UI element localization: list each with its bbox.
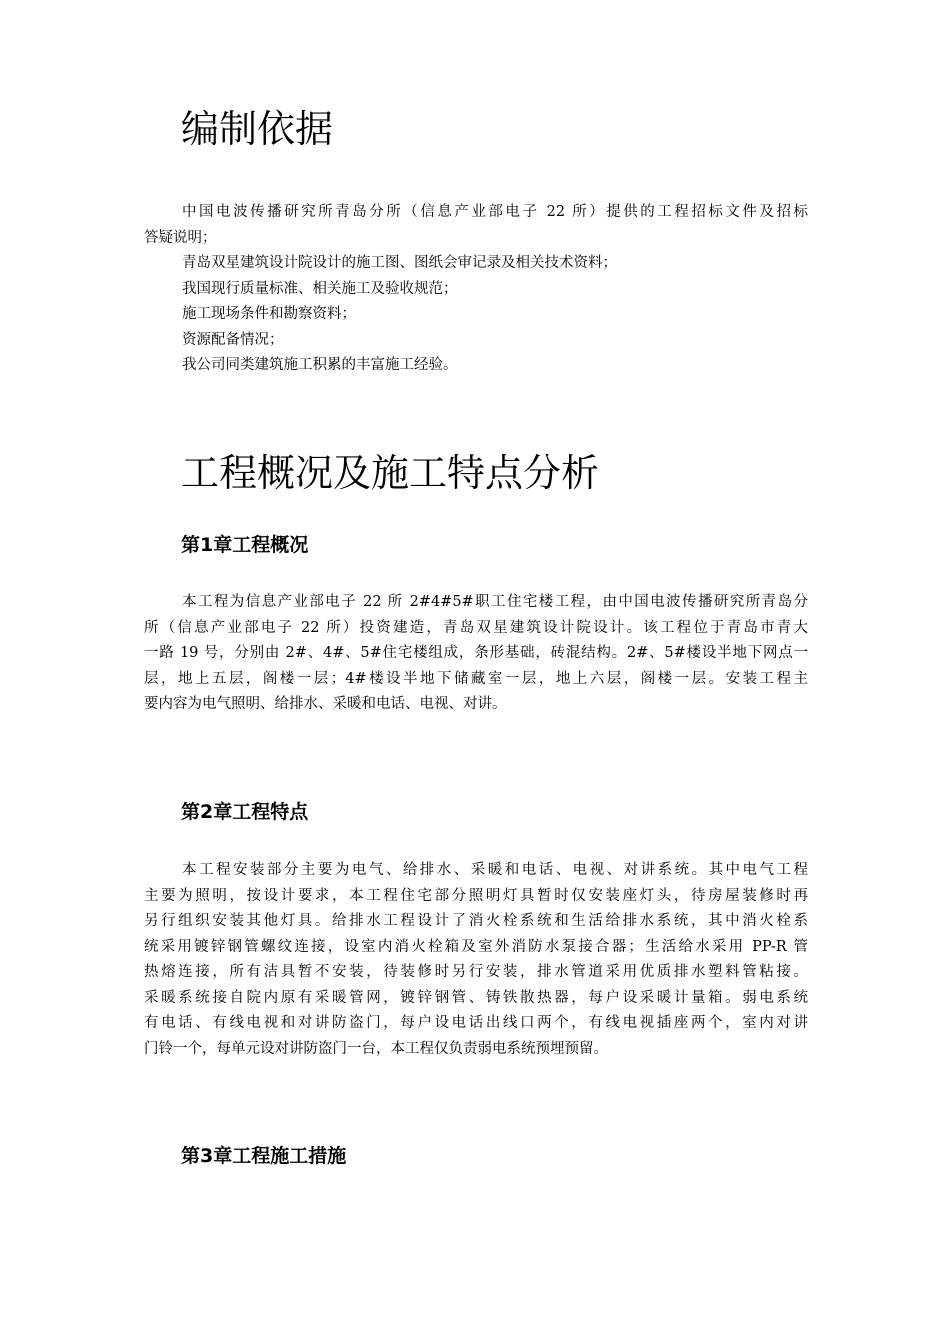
basis-item-1-line-2: 答疑说明； xyxy=(144,229,217,246)
basis-item-1-line-1: 中国电波传播研究所青岛分所（信息产业部电子 22 所）提供的工程招标文件及招标 xyxy=(182,204,808,220)
chapter1-line: 本工程为信息产业部电子 22 所 2#4#5#职工住宅楼工程，由中国电波传播研究所青岛分 xyxy=(182,594,808,610)
chapter2-line: 统采用镀锌钢管螺纹连接，设室内消火栓箱及室外消防水泵接合器；生活给水采用 PP-R 管 xyxy=(144,938,808,955)
heading-overview: 工程概况及施工特点分析 xyxy=(181,451,600,495)
chapter2-line: 热熔连接，所有洁具暂不安装，待装修时另行安装，排水管道采用优质排水塑料管粘接。 xyxy=(144,964,808,980)
chapter2-paragraph xyxy=(144,858,808,1062)
basis-item-6: 我公司同类建筑施工积累的丰富施工经验。 xyxy=(182,357,458,373)
basis-item-3: 我国现行质量标准、相关施工及验收规范； xyxy=(182,280,458,297)
chapter2-line: 本工程安装部分主要为电气、给排水、采暖和电话、电视、对讲系统。其中电气工程 xyxy=(182,862,808,878)
chapter3-title: 第3章工程施工措施 xyxy=(181,1145,347,1167)
chapter2-line: 主要为照明，按设计要求，本工程住宅部分照明灯具暂时仅安装座灯头，待房屋装修时再 xyxy=(144,887,808,904)
chapter1-paragraph xyxy=(144,590,808,718)
chapter2-line: 采暖系统接自院内原有采暖管网，镀锌钢管、铸铁散热器，每户设采暖计量箱。弱电系统 xyxy=(144,989,808,1006)
chapter2-title: 第2章工程特点 xyxy=(181,801,309,823)
chapter1-line: 层，地上五层，阁楼一层；4#楼设半地下储藏室一层，地上六层，阁楼一层。安装工程主 xyxy=(144,670,808,687)
chapter1-line: 一路 19 号，分别由 2#、4#、5#住宅楼组成，条形基础，砖混结构。2#、5#楼设半地下网点一 xyxy=(144,645,808,661)
chapter1-title: 第1章工程概况 xyxy=(181,534,309,556)
basis-item-5: 资源配备情况； xyxy=(182,331,284,348)
basis-list xyxy=(144,200,808,379)
chapter2-line: 有电话、有线电视和对讲防盗门，每户设电话出线口两个，有线电视插座两个，室内对讲 xyxy=(144,1015,808,1031)
basis-item-2: 青岛双星建筑设计院设计的施工图、图纸会审记录及相关技术资料； xyxy=(182,255,617,271)
chapter1-line: 所（信息产业部电子 22 所）投资建造，青岛双星建筑设计院设计。该工程位于青岛市青大 xyxy=(144,619,808,636)
chapter2-line: 门铃一个，每单元设对讲防盗门一台，本工程仅负责弱电系统预埋预留。 xyxy=(144,1040,608,1057)
chapter2-line: 另行组织安装其他灯具。给排水工程设计了消火栓系统和生活给排水系统，其中消火栓系 xyxy=(144,913,808,929)
heading-basis: 编制依据 xyxy=(181,107,334,151)
basis-item-4: 施工现场条件和勘察资料； xyxy=(182,306,356,322)
chapter1-line: 要内容为电气照明、给排水、采暖和电话、电视、对讲。 xyxy=(144,696,507,712)
